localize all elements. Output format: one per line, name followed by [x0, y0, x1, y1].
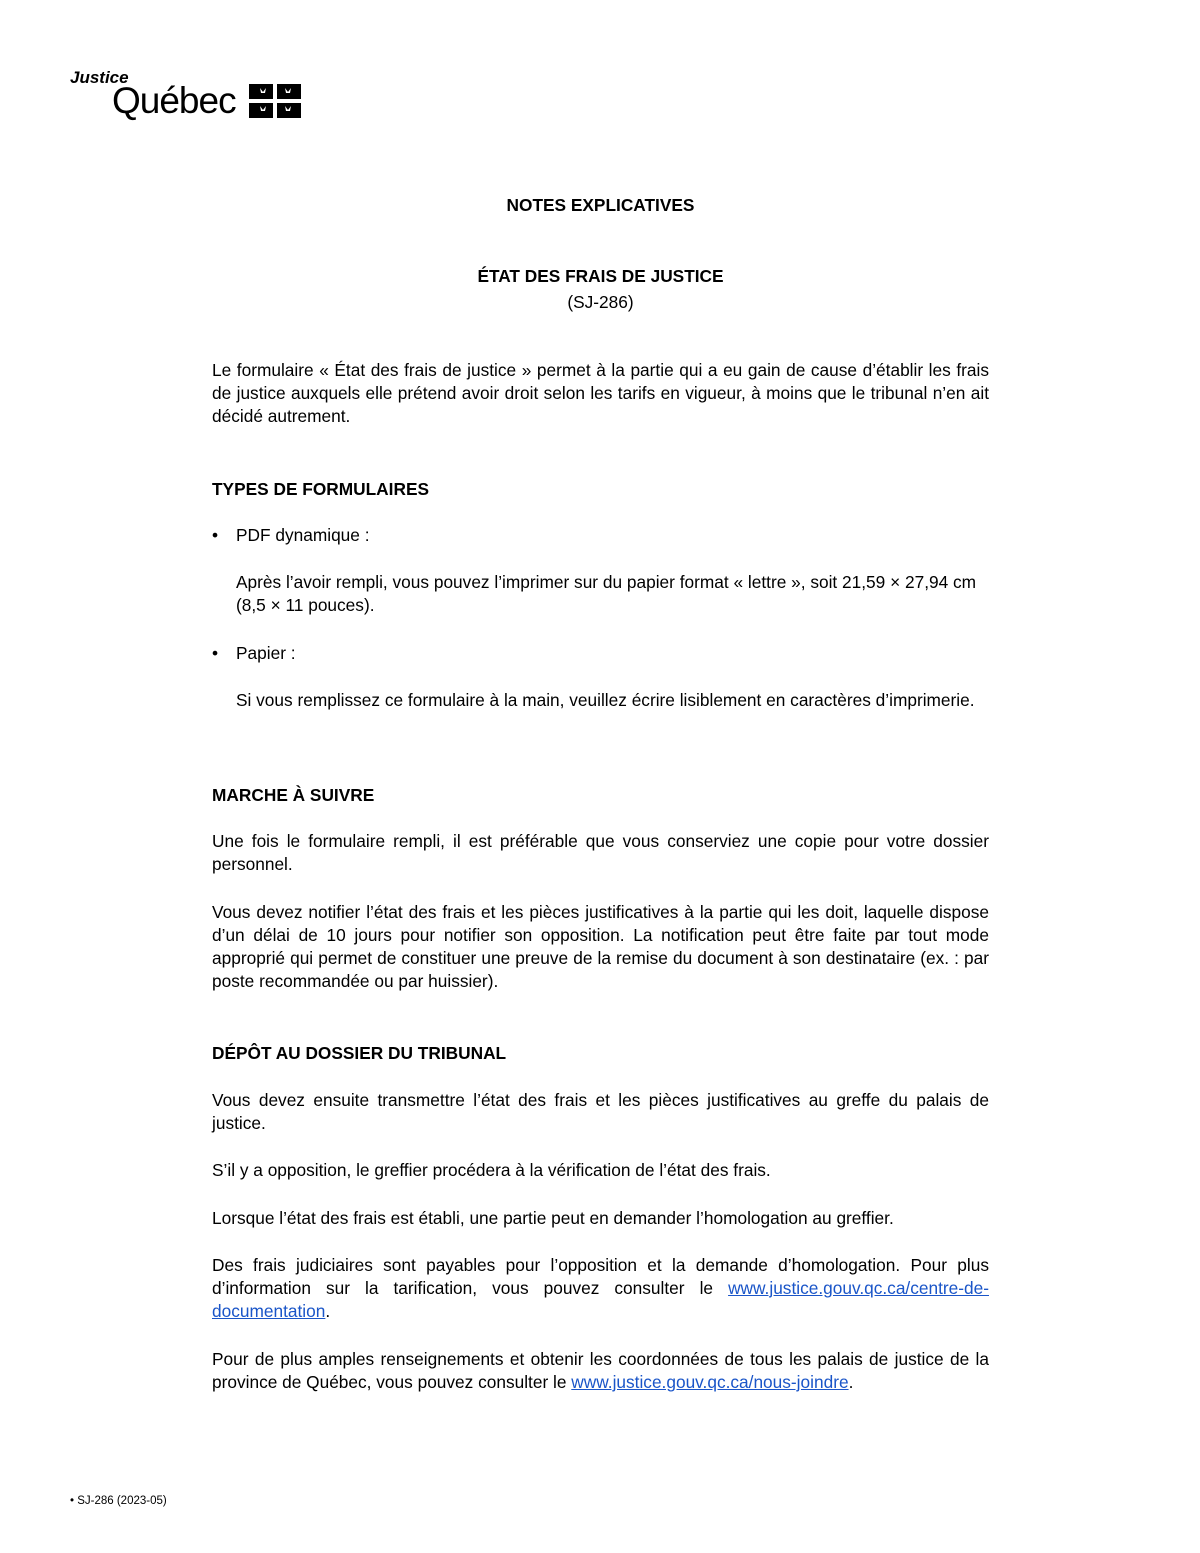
justice-quebec-logo — [68, 66, 308, 126]
pdf-dynamique-text: Après l’avoir rempli, vous pouvez l’imprimer sur du papier format « lettre », soit 21,59 × 27,94 cm (8,5 × 11 pouces). — [236, 572, 977, 615]
bullet-label: PDF dynamique : — [236, 525, 370, 545]
form-title: ÉTAT DES FRAIS DE JUSTICE — [477, 266, 724, 286]
quebec-flag-icon — [248, 83, 368, 119]
paragraph-text: Pour de plus amples renseignements et obtenir les coordonnées de tous les palais de justice de la province de Québec, vous pouvez consulter le — [212, 1349, 989, 1392]
depot-paragraph-1: Vous devez ensuite transmettre l’état des frais et les pièces justificatives au greffe du palais de justice. — [212, 1090, 989, 1133]
marche-paragraph-1: Une fois le formulaire rempli, il est préférable que vous conserviez une copie pour votre dossier personnel. — [212, 831, 989, 874]
paragraph-text: Des frais judiciaires sont payables pour l’opposition et la demande d’homologation. Pour plus d’information sur la tarification, vous pouvez consulter le — [212, 1255, 989, 1298]
depot-paragraph-5 — [212, 1348, 989, 1394]
depot-paragraph-4 — [212, 1254, 989, 1323]
logo-word-justice: Justice — [70, 68, 129, 87]
paragraph-text: . — [325, 1301, 331, 1321]
section-heading-depot: DÉPÔT AU DOSSIER DU TRIBUNAL — [212, 1043, 507, 1063]
form-code: (SJ-286) — [567, 292, 634, 312]
papier-text: Si vous remplissez ce formulaire à la main, veuillez écrire lisiblement en caractères d’imprimerie. — [236, 690, 975, 710]
bullet-icon: • — [212, 643, 219, 663]
nous-joindre-link[interactable]: www.justice.gouv.qc.ca/nous-joindre — [571, 1372, 849, 1392]
depot-paragraph-3: Lorsque l’état des frais est établi, une partie peut en demander l’homologation au greffier. — [212, 1208, 894, 1228]
bullet-label: Papier : — [236, 643, 296, 663]
section-heading-marche: MARCHE À SUIVRE — [212, 785, 375, 805]
bullet-icon: • — [212, 525, 219, 545]
form-footer-code: • SJ-286 (2023-05) — [70, 1495, 167, 1507]
depot-paragraph-2: S’il y a opposition, le greffier procédera à la vérification de l’état des frais. — [212, 1160, 771, 1180]
section-heading-types: TYPES DE FORMULAIRES — [212, 479, 429, 499]
marche-paragraph-2: Vous devez notifier l’état des frais et les pièces justificatives à la partie qui les doit, laquelle dispose d’un délai de 10 jours pour notifier son opposition. La notification peut être faite par tout mode approprié qui permet de constituer une preuve de la remise du document à son destinataire (ex. : par poste recommandée ou par huissier). — [212, 902, 989, 991]
document-title: NOTES EXPLICATIVES — [506, 195, 695, 215]
intro-paragraph: Le formulaire « État des frais de justice » permet à la partie qui a eu gain de cause d’établir les frais de justice auxquels elle prétend avoir droit selon les tarifs en vigueur, à moins que le tribunal n’en ait décidé autrement. — [212, 360, 989, 426]
documentation-link[interactable]: www.justice.gouv.qc.ca/centre-de-documentation — [212, 1278, 989, 1321]
logo-word-quebec: Québec — [112, 80, 236, 121]
paragraph-text: . — [848, 1372, 854, 1392]
